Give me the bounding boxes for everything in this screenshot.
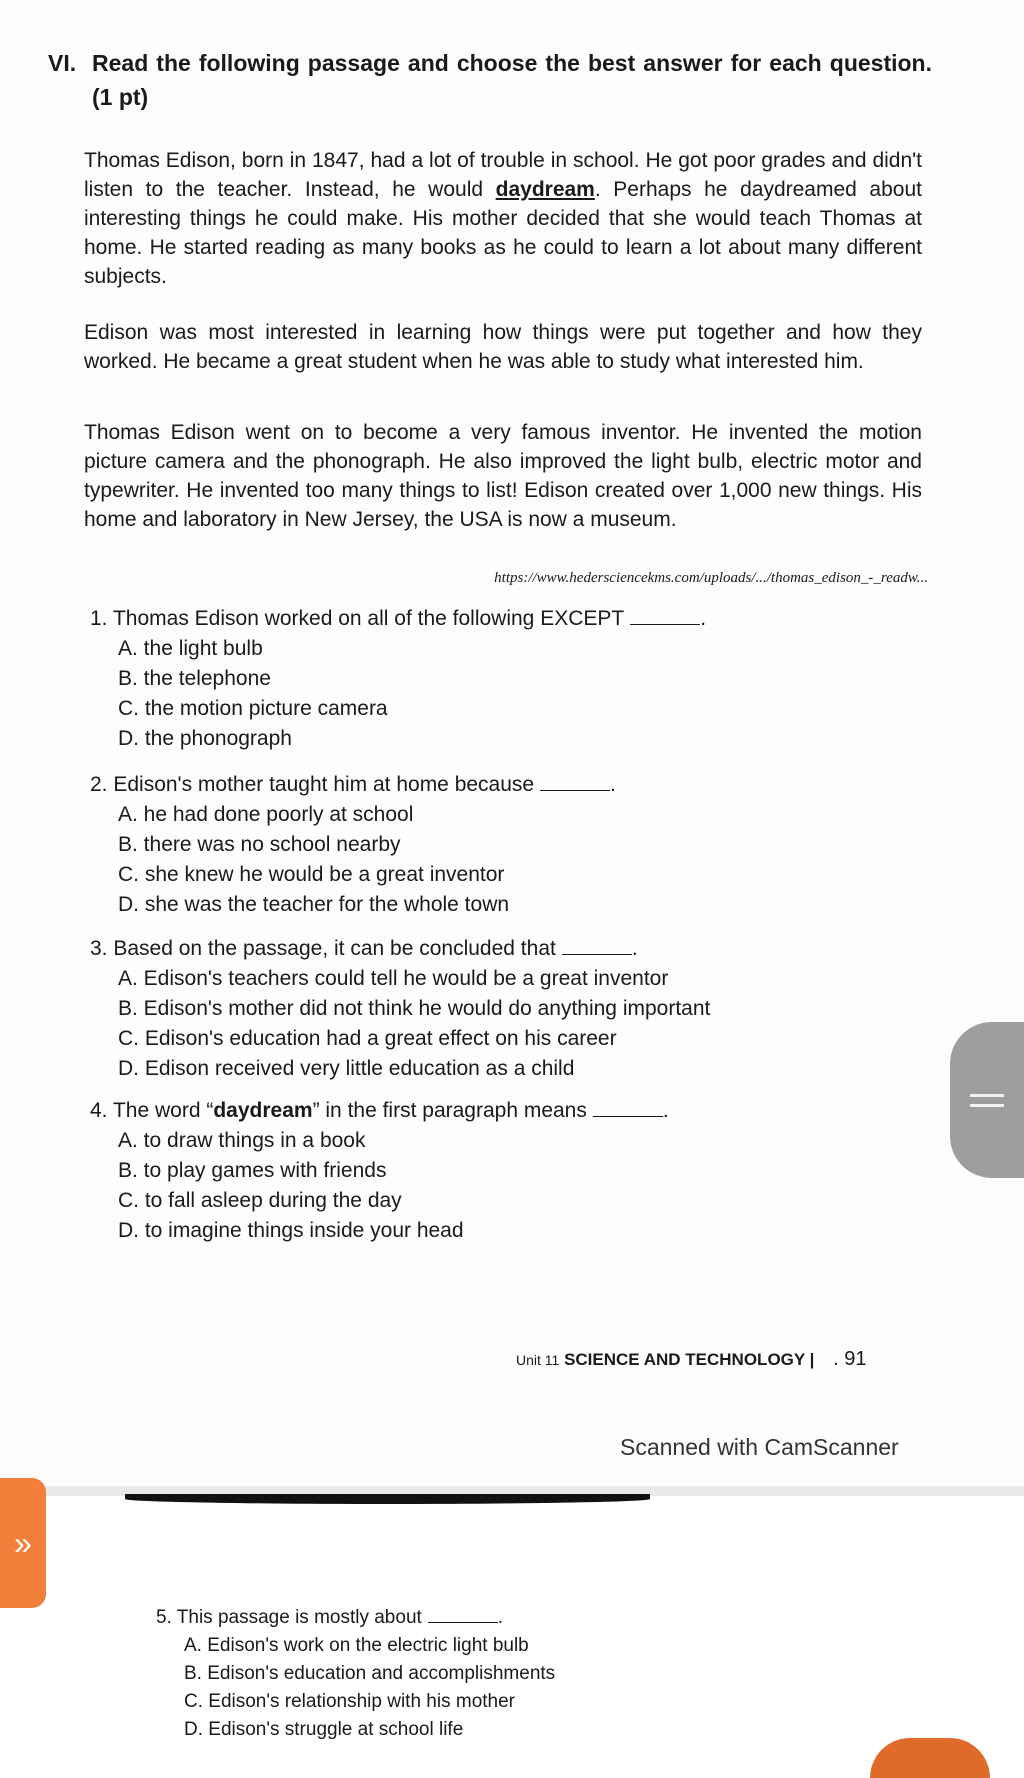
side-scroll-handle[interactable] <box>950 1022 1024 1178</box>
section-instruction: Read the following passage and choose the best answer for each question. (1 pt) <box>92 50 932 110</box>
handle-grip-icon <box>970 1094 1004 1097</box>
answer-blank <box>562 936 632 955</box>
option-1a[interactable]: A. the light bulb <box>118 637 263 660</box>
camscanner-watermark: Scanned with CamScanner <box>620 1434 899 1460</box>
answer-blank <box>593 1098 663 1117</box>
orange-corner-badge <box>870 1738 990 1778</box>
page-footer <box>516 1348 867 1371</box>
passage-paragraph-3: Thomas Edison went on to become a very famous inventor. He invented the motion picture camera and the phonograph. He also improved the light bulb, electric motor and typewriter. He invented too many things to list! Edison created over 1,000 new things. His home and laboratory in New Jersey, the USA is now a museum. <box>84 421 922 531</box>
option-2a[interactable]: A. he had done poorly at school <box>118 803 414 826</box>
answer-blank <box>630 606 700 625</box>
question-5: 5. This passage is mostly about . A. Edison's work on the electric light bulb B. Edison's education and accomplishments C. Edison's relationship with his mother D. Edison's struggle at school life <box>156 1604 555 1744</box>
option-3a[interactable]: A. Edison's teachers could tell he would be a great inventor <box>118 967 669 990</box>
option-4d[interactable]: D. to imagine things inside your head <box>118 1219 464 1242</box>
option-2d[interactable]: D. she was the teacher for the whole town <box>118 893 510 916</box>
option-4c[interactable]: C. to fall asleep during the day <box>118 1189 402 1212</box>
unit-title: SCIENCE AND TECHNOLOGY | <box>564 1350 815 1369</box>
scan-edge-shadow <box>125 1494 650 1504</box>
option-2b[interactable]: B. there was no school nearby <box>118 833 401 856</box>
question-2: 2. Edison's mother taught him at home because . A. he had done poorly at school B. there was no school nearby C. she knew he would be a great inventor D. she was the teacher for the whole town <box>90 770 616 920</box>
source-url: https://www.hedersciencekms.com/uploads/.../thomas_edison_-_readw... <box>494 570 928 586</box>
page-number: . 91 <box>833 1348 867 1370</box>
expand-side-panel-button[interactable] <box>0 1478 46 1608</box>
unit-prefix: Unit 11 <box>516 1352 560 1368</box>
option-3d[interactable]: D. Edison received very little education as a child <box>118 1057 575 1080</box>
option-3b[interactable]: B. Edison's mother did not think he would do anything important <box>118 997 711 1020</box>
option-2c[interactable]: C. she knew he would be a great inventor <box>118 863 505 886</box>
keyword-daydream-q4: daydream <box>213 1099 313 1122</box>
answer-blank <box>540 772 610 791</box>
passage-paragraph-1: Thomas Edison, born in 1847, had a lot of trouble in school. He got poor grades and didn't listen to the teacher. Instead, he would daydream. Perhaps he daydreamed about interesting things he could make. His mother decided that she would teach Thomas at home. He started reading as many books as he could to learn a lot about many different subjects. <box>84 149 922 288</box>
worksheet-page-2 <box>0 1500 1024 1757</box>
option-4a[interactable]: A. to draw things in a book <box>118 1129 366 1152</box>
question-3: 3. Based on the passage, it can be concluded that . A. Edison's teachers could tell he would be a great inventor B. Edison's mother did not think he would do anything important C. Edison's education had a great effect on his career D. Edison received very little education as a child <box>90 934 710 1084</box>
option-5b[interactable]: B. Edison's education and accomplishments <box>184 1663 556 1684</box>
option-5d[interactable]: D. Edison's struggle at school life <box>184 1719 464 1740</box>
handle-grip-icon <box>970 1104 1004 1107</box>
section-number: VI. <box>48 50 77 76</box>
option-1b[interactable]: B. the telephone <box>118 667 271 690</box>
option-5a[interactable]: A. Edison's work on the electric light bulb <box>184 1635 529 1656</box>
question-1: 1. Thomas Edison worked on all of the following EXCEPT . A. the light bulb B. the telephone C. the motion picture camera D. the phonograph <box>90 604 706 754</box>
question-4: 4. The word “daydream” in the first paragraph means . A. to draw things in a book B. to play games with friends C. to fall asleep during the day D. to imagine things inside your head <box>90 1096 669 1246</box>
option-3c[interactable]: C. Edison's education had a great effect on his career <box>118 1027 617 1050</box>
double-chevron-right-icon: » <box>14 1525 32 1561</box>
option-5c[interactable]: C. Edison's relationship with his mother <box>184 1691 515 1712</box>
answer-blank <box>428 1604 498 1623</box>
option-1d[interactable]: D. the phonograph <box>118 727 292 750</box>
keyword-daydream: daydream <box>495 178 595 201</box>
option-1c[interactable]: C. the motion picture camera <box>118 697 388 720</box>
passage-paragraph-2: Edison was most interested in learning how things were put together and how they worked. He became a great student when he was able to study what interested him. <box>84 321 922 373</box>
option-4b[interactable]: B. to play games with friends <box>118 1159 387 1182</box>
